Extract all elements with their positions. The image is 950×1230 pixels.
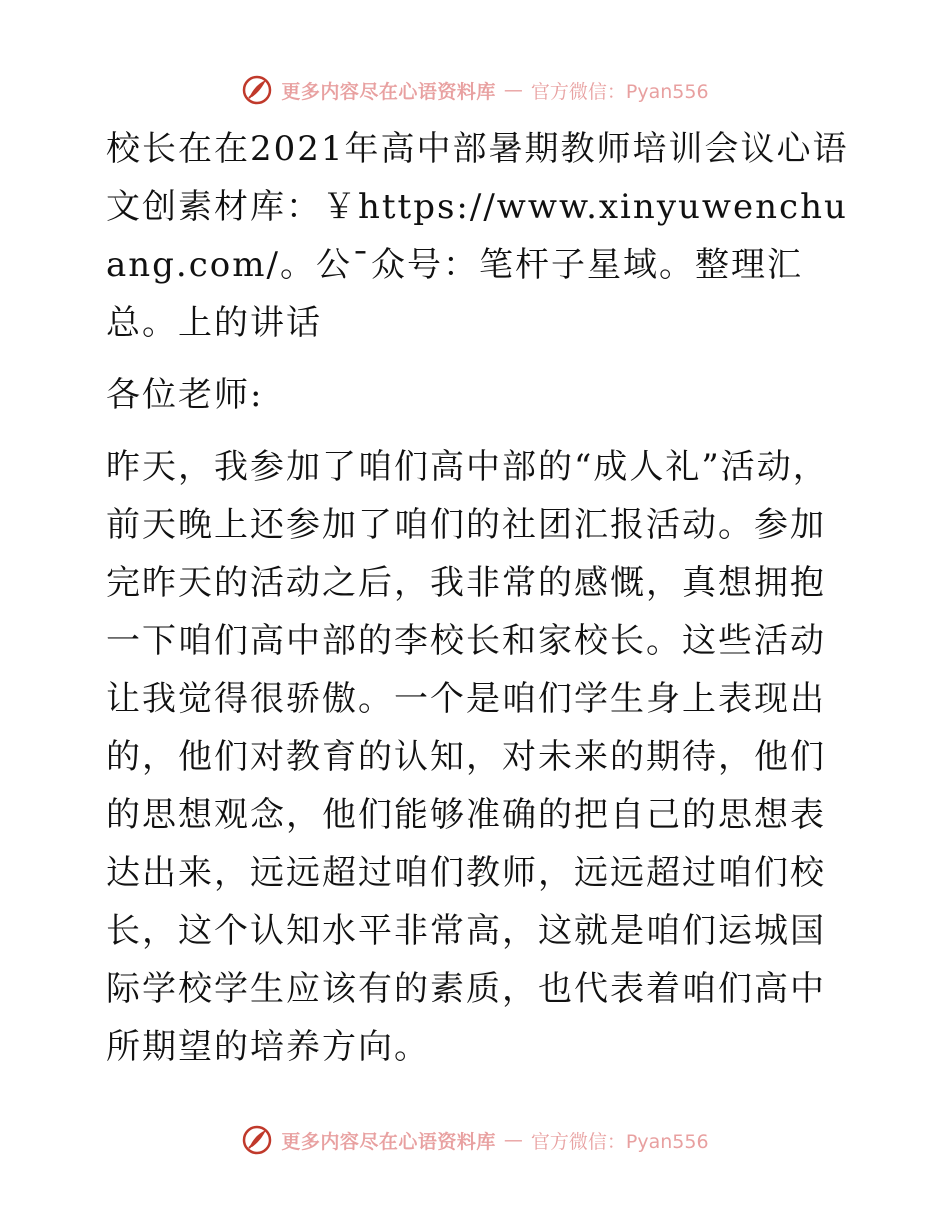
watermark-separator: — — [503, 1129, 523, 1151]
body-paragraph: 昨天，我参加了咱们高中部的“成人礼”活动，前天晚上还参加了咱们的社团汇报活动。参加完昨天的活动之后，我非常的感慨，真想拥抱一下咱们高中部的李校长和家校长。这些活动让我觉得很骄傲。一个是咱们学生身上表现出的，他们对教育的认知，对未来的期待，他们的思想观念，他们能够准确的把自己的思想表达出来，远远超过咱们教师，远远超过咱们校长，这个认知水平非常高，这就是咱们运城国际学校学生应该有的素质，也代表着咱们高中所期望的培养方向。 — [106, 447, 829, 1067]
header-watermark — [0, 70, 950, 110]
quill-logo-icon — [241, 74, 273, 106]
footer-watermark — [0, 1120, 950, 1160]
watermark-sub-text: 官方微信：Pyan556 — [530, 1130, 709, 1153]
greeting: 各位老师: — [106, 375, 264, 415]
document-title: 校长在在2021年高中部暑期教师培训会议心语文创素材库：￥https://www.xinyuwenchuang.com/。公¯众号：笔杆子星域。整理汇总。上的讲话 — [106, 129, 849, 343]
watermark-sub-text: 官方微信：Pyan556 — [530, 80, 709, 103]
watermark-main-text: 更多内容尽在心语资料库 — [281, 1130, 496, 1153]
watermark-main-text: 更多内容尽在心语资料库 — [281, 80, 496, 103]
document-body — [96, 120, 856, 1076]
watermark-separator: — — [503, 79, 523, 101]
quill-logo-icon — [241, 1124, 273, 1156]
